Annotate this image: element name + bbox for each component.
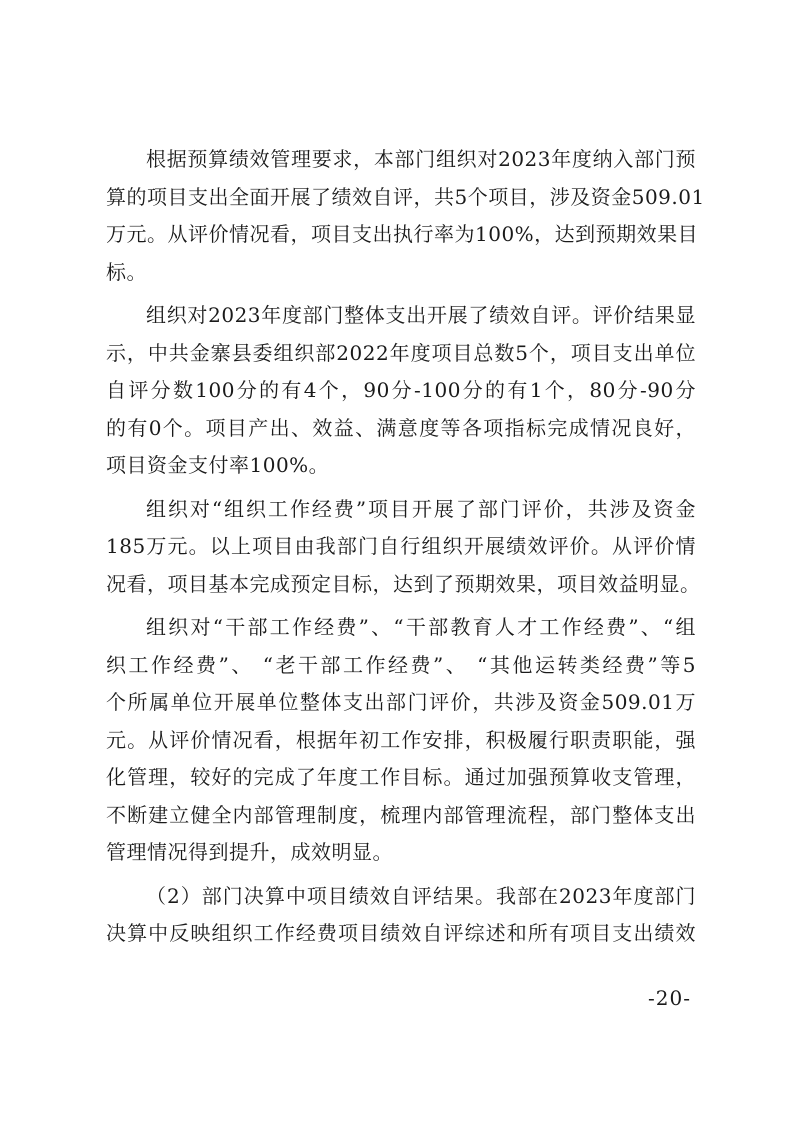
text-line: 况看，项目基本完成预定目标，达到了预期效果，项目效益明显。 [106,571,701,596]
paragraph-final-accounts-results [106,878,696,953]
text-line: 织工作经费”、 “老干部工作经费”、 “其他运转类经费”等5 [106,652,696,677]
text-line: 组织对“组织工作经费”项目开展了部门评价，共涉及资金 [146,496,696,521]
paragraph-unit-evaluation [106,609,696,872]
text-line: 化管理，较好的完成了年度工作目标。通过加强预算收支管理， [106,765,696,789]
text-line: 决算中反映组织工作经费项目绩效自评综述和所有项目支出绩效 [106,921,696,945]
text-line: （2）部门决算中项目绩效自评结果。我部在2023年度部门 [146,883,696,908]
text-line: 标。 [106,259,147,284]
text-line: 管理情况得到提升，成效明显。 [106,840,393,864]
paragraph-overall-expenditure [106,297,696,485]
text-line: 示，中共金寨县委组织部2022年度项目总数5个，项目支出单位 [106,340,696,365]
text-line: 项目资金支付率100%。 [106,453,330,477]
text-line: 自评分数100分的有4个，90分-100分的有1个，80分-90分 [106,378,696,402]
text-line: 根据预算绩效管理要求，本部门组织对2023年度纳入部门预 [146,147,696,171]
text-line: 组织对“干部工作经费”、“干部教育人才工作经费”、“组 [146,615,696,639]
paragraph-organization-funds [106,491,701,604]
text-line: 算的项目支出全面开展了绩效自评，共5个项目，涉及资金509.01 [106,184,705,209]
paragraph-budget-performance [106,141,705,291]
page-number: -20- [648,986,691,1010]
text-line: 不断建立健全内部管理制度，梳理内部管理流程，部门整体支出 [106,802,696,827]
text-line: 的有0个。项目产出、效益、满意度等各项指标完成情况良好， [106,415,696,440]
text-line: 元。从评价情况看，根据年初工作安排，积极履行职责职能，强 [106,727,696,752]
text-line: 万元。从评价情况看，项目支出执行率为100%，达到预期效果目 [106,222,699,246]
text-line: 185万元。以上项目由我部门自行组织开展绩效评价。从评价情 [106,534,696,558]
text-line: 个所属单位开展单位整体支出部门评价，共涉及资金509.01万 [106,690,696,714]
document-body [106,141,705,959]
text-line: 组织对2023年度部门整体支出开展了绩效自评。评价结果显 [146,303,696,327]
